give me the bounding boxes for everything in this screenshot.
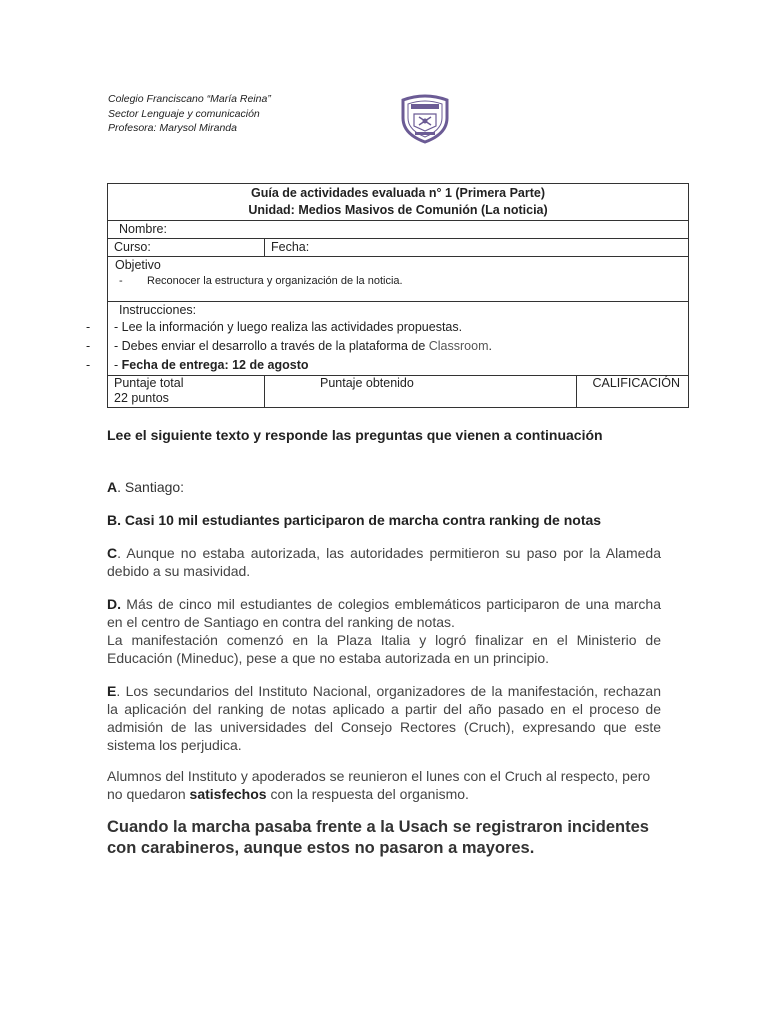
item-text: . Los secundarios del Instituto Nacional, organizadores de la manifestación, rechazan la aplicación del ranking de notas aplicado a partir del año pasado en el proceso de admisión de las universidades del Consejo Rectores (Cruch), expresando que este sistema los perjudica. (107, 683, 661, 753)
instructions-cell (86, 302, 689, 376)
instruction-item (86, 337, 682, 356)
course-label: Curso: (114, 240, 151, 254)
name-label: Nombre: (119, 222, 167, 236)
item-text-end: con la respuesta del organismo. (266, 786, 469, 802)
guide-title (108, 184, 689, 221)
instruction-text: - Debes enviar el desarrollo a través de la plataforma de (114, 339, 429, 353)
due-date: Fecha de entrega: 12 de agosto (121, 358, 309, 372)
guide-title-line-2: Unidad: Medios Masivos de Comunión (La noticia) (248, 203, 548, 217)
item-letter: D. (107, 596, 121, 612)
school-crest-icon (399, 94, 451, 144)
classroom-platform-name: Classroom (428, 339, 489, 353)
school-header (108, 92, 271, 136)
total-score-cell (108, 376, 265, 408)
activity-guide-table (86, 183, 689, 408)
grade-label: CALIFICACIÓN (592, 376, 680, 390)
item-b-headline (107, 511, 661, 529)
instruction-item (86, 318, 682, 337)
subject-sector: Sector Lenguaje y comunicación (108, 107, 260, 120)
item-e (107, 682, 661, 754)
instruction-bullet: - (86, 320, 91, 334)
item-letter: C (107, 545, 118, 561)
item-letter: A (107, 479, 118, 495)
objective-cell (108, 257, 689, 302)
emphasis-word: satisfechos (189, 786, 267, 802)
obtained-score-cell (265, 376, 577, 408)
objective-text: Reconocer la estructura y organización de la noticia. (147, 275, 403, 287)
item-a (107, 478, 661, 496)
name-row (108, 221, 689, 239)
total-score-label: Puntaje total (114, 376, 184, 390)
item-text-continued: La manifestación comenzó en la Plaza Italia y logró finalizar en el Ministerio de Educación (Mineduc), pese a que no estaba autorizada en un principio. (107, 632, 661, 666)
item-d (107, 595, 661, 667)
instructions-label: Instrucciones: (119, 303, 197, 317)
item-c (107, 544, 661, 580)
closing-statement: Cuando la marcha pasaba frente a la Usach se registraron incidentes con carabineros, aunque estos no pasaron a mayores. (107, 818, 649, 857)
course-cell (108, 239, 265, 257)
objective-bullet: - (119, 275, 123, 287)
instruction-text: - (114, 358, 122, 372)
item-text: Alumnos del Instituto y apoderados se reunieron el lunes con el Cruch al respecto, pero no quedaron (107, 768, 651, 802)
reading-instruction: Lee el siguiente texto y responde las preguntas que vienen a continuación (107, 427, 603, 443)
objective-label: Objetivo (115, 258, 161, 272)
item-letter: B (107, 512, 118, 528)
obtained-score-label: Puntaje obtenido (320, 376, 414, 390)
grade-cell (577, 376, 689, 408)
guide-title-line-1: Guía de actividades evaluada n° 1 (Primera Parte) (250, 186, 545, 200)
item-text: . Santiago: (117, 479, 185, 495)
school-name: Colegio Franciscano “María Reina” (108, 93, 271, 105)
date-label: Fecha: (271, 240, 310, 254)
item-text: Más de cinco mil estudiantes de colegios emblemáticos participaron de una marcha en el centro de Santiago en contra del ranking de notas. (107, 596, 661, 630)
instruction-bullet: - (86, 339, 91, 353)
item-text: . Aunque no estaba autorizada, las autoridades permitieron su paso por la Alameda debido a su masividad. (107, 545, 661, 579)
date-cell (265, 239, 689, 257)
item-letter: E (107, 683, 117, 699)
instruction-text: - Lee la información y luego realiza las actividades propuestas. (114, 320, 463, 334)
total-score-value: 22 puntos (114, 391, 169, 405)
item-text: . Casi 10 mil estudiantes participaron de marcha contra ranking de notas (117, 512, 602, 528)
objective-item (115, 273, 682, 289)
instruction-bullet: - (86, 358, 91, 372)
teacher-name: Profesora: Marysol Miranda (108, 122, 237, 134)
instruction-item (86, 356, 682, 375)
instruction-text-end: . (488, 339, 492, 353)
item-f (107, 767, 661, 803)
